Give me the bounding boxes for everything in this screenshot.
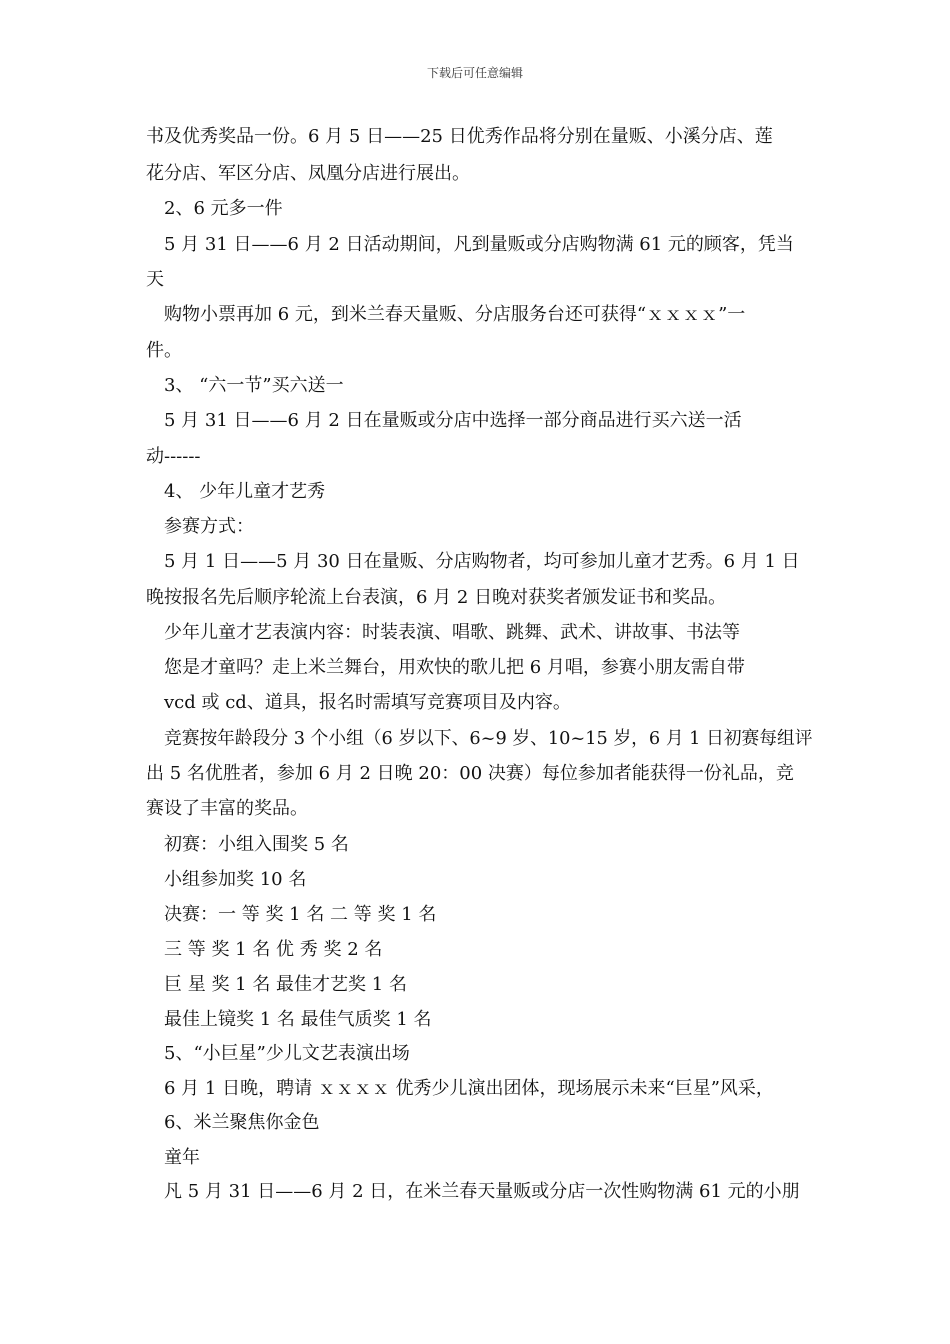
text-line: 书及优秀奖品一份。6 月 5 日——25 日优秀作品将分别在量贩、小溪分店、莲	[146, 126, 773, 147]
text-line: 小组参加奖 10 名	[164, 869, 307, 890]
text-line: 3、 “六一节”买六送一	[164, 375, 344, 396]
text-line: 天	[146, 269, 164, 290]
text-line: 件。	[146, 340, 182, 361]
text-line: 5 月 31 日——6 月 2 日活动期间，凡到量贩或分店购物满 61 元的顾客，凭当	[164, 234, 794, 255]
text-line: 5 月 1 日——5 月 30 日在量贩、分店购物者，均可参加儿童才艺秀。6 月 1 日	[164, 551, 800, 572]
text-line: 4、 少年儿童才艺秀	[164, 481, 326, 502]
text-line: 您是才童吗？走上米兰舞台，用欢快的歌儿把 6 月唱，参赛小朋友需自带	[164, 657, 745, 678]
text-line: 花分店、军区分店、凤凰分店进行展出。	[146, 163, 470, 184]
text-line: 6、米兰聚焦你金色	[164, 1112, 320, 1133]
text-line: 三 等 奖 1 名 优 秀 奖 2 名	[164, 939, 383, 960]
text-line: 决赛：一 等 奖 1 名 二 等 奖 1 名	[164, 904, 437, 925]
page-header: 下载后可任意编辑	[426, 66, 523, 80]
text-line: 竞赛按年龄段分 3 个小组（6 岁以下、6~9 岁、10~15 岁，6 月 1 日初赛每组评	[164, 728, 813, 749]
text-line: 参赛方式：	[164, 516, 254, 537]
text-line: 5、“小巨星”少儿文艺表演出场	[164, 1043, 410, 1064]
text-line: 初赛：小组入围奖 5 名	[164, 834, 349, 855]
text-line: 5 月 31 日——6 月 2 日在量贩或分店中选择一部分商品进行买六送一活	[164, 410, 742, 431]
text-line: 童年	[164, 1147, 200, 1168]
text-line: 少年儿童才艺表演内容：时装表演、唱歌、跳舞、武术、讲故事、书法等	[164, 622, 740, 643]
text-line: 巨 星 奖 1 名 最佳才艺奖 1 名	[164, 974, 407, 995]
text-line: 动------	[146, 446, 201, 467]
text-line: 购物小票再加 6 元，到米兰春天量贩、分店服务台还可获得“ｘｘｘｘ”一	[164, 304, 746, 325]
text-line: 赛设了丰富的奖品。	[146, 798, 308, 819]
text-line: 晚按报名先后顺序轮流上台表演，6 月 2 日晚对获奖者颁发证书和奖品。	[146, 587, 727, 608]
text-line: 6 月 1 日晚，聘请 ｘｘｘｘ 优秀少儿演出团体，现场展示未来“巨星”风采，	[164, 1078, 774, 1099]
text-line: 最佳上镜奖 1 名 最佳气质奖 1 名	[164, 1009, 432, 1030]
text-line: 凡 5 月 31 日——6 月 2 日，在米兰春天量贩或分店一次性购物满 61 元的小朋	[164, 1181, 800, 1202]
text-line: 2、6 元多一件	[164, 198, 283, 219]
text-line: vcd 或 cd、道具，报名时需填写竞赛项目及内容。	[164, 692, 571, 713]
text-line: 出 5 名优胜者，参加 6 月 2 日晚 20：00 决赛）每位参加者能获得一份礼品，竞	[146, 763, 794, 784]
